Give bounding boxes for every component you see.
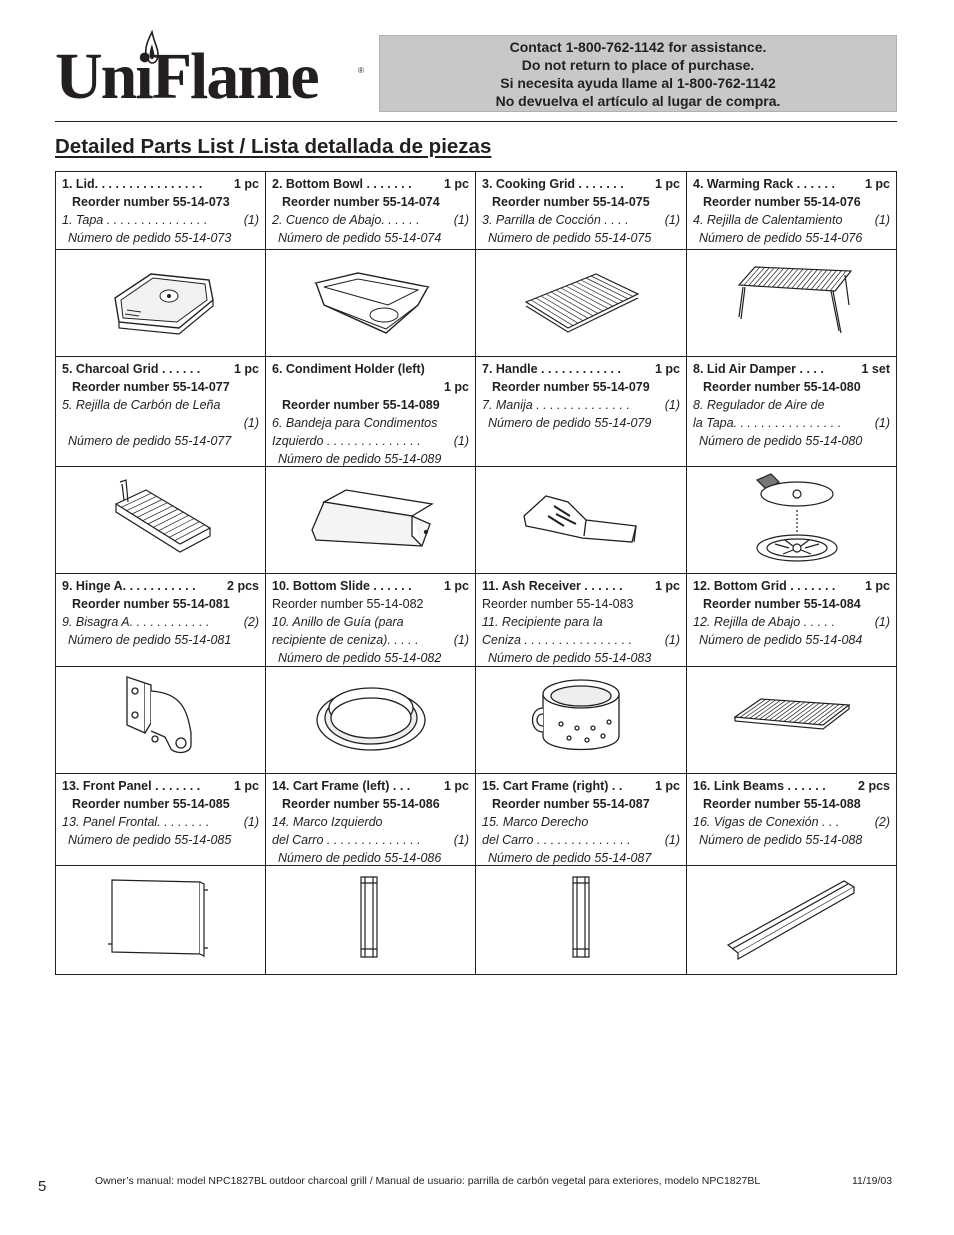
cooking-grid-icon — [516, 266, 646, 341]
part-qty: 1 pc — [654, 779, 680, 793]
reorder-number: Reorder number 55-14-077 — [72, 380, 230, 394]
part-name: 9. Hinge A. . . . . . . . . . . 2 pcs — [62, 579, 259, 593]
part-qty: 1 pc — [654, 362, 680, 376]
pedido-number: Número de pedido 55-14-083 — [488, 651, 652, 665]
spanish-qty: (1) — [664, 398, 680, 412]
reorder-number: Reorder number 55-14-075 — [492, 195, 650, 209]
part-text-cell — [266, 774, 476, 866]
air-damper-icon — [727, 470, 857, 571]
spanish-name: 12. Rejilla de Abajo . . . . . (1) — [693, 615, 890, 629]
handle-icon — [516, 486, 646, 555]
charcoal-grid-icon — [106, 478, 216, 563]
part-text-cell — [56, 774, 266, 866]
reorder-number: Reorder number 55-14-088 — [703, 797, 861, 811]
part-image-cell — [687, 667, 896, 774]
spanish-name: 13. Panel Frontal. . . . . . . . (1) — [62, 815, 259, 829]
reorder-number: Reorder number 55-14-081 — [72, 597, 230, 611]
spanish-name: 1. Tapa . . . . . . . . . . . . . . . (1) — [62, 213, 259, 227]
part-name: 8. Lid Air Damper . . . . 1 set — [693, 362, 890, 376]
spanish-name: 10. Anillo de Guía (para — [272, 615, 404, 629]
pedido-number: Número de pedido 55-14-086 — [278, 851, 442, 865]
part-name: 11. Ash Receiver . . . . . . 1 pc — [482, 579, 680, 593]
part-qty: 1 pc — [443, 579, 469, 593]
part-image-cell — [687, 866, 896, 974]
spanish-name: 5. Rejilla de Carbón de Leña — [62, 398, 221, 412]
bottom-grid-icon — [727, 693, 857, 748]
part-qty: 1 pc — [443, 380, 469, 394]
part-text-cell — [266, 357, 476, 467]
hinge-icon — [111, 673, 211, 768]
contact-line-2: Do not return to place of purchase. — [521, 56, 755, 73]
spanish-name-cont: la Tapa. . . . . . . . . . . . . . . . (1) — [693, 416, 890, 430]
part-image-cell — [266, 866, 476, 974]
pedido-number: Número de pedido 55-14-079 — [488, 416, 652, 430]
part-name: 14. Cart Frame (left) . . . 1 pc — [272, 779, 469, 793]
reorder-number: Reorder number 55-14-089 — [282, 398, 440, 412]
cart-frame-right-icon — [561, 873, 601, 968]
part-name: 4. Warming Rack . . . . . . 1 pc — [693, 177, 890, 191]
part-image-cell — [476, 866, 687, 974]
spanish-name: 9. Bisagra A. . . . . . . . . . . . (2) — [62, 615, 259, 629]
spanish-qty: (2) — [874, 815, 890, 829]
spanish-qty: (1) — [874, 615, 890, 629]
part-image-cell — [266, 467, 476, 574]
part-image-cell — [56, 667, 266, 774]
pedido-number: Número de pedido 55-14-082 — [278, 651, 442, 665]
pedido-number: Número de pedido 55-14-081 — [68, 633, 232, 647]
part-text-cell — [476, 357, 687, 467]
part-name: 3. Cooking Grid . . . . . . . 1 pc — [482, 177, 680, 191]
page-number: 5 — [38, 1178, 47, 1195]
lid-icon — [101, 266, 221, 341]
reorder-number: Reorder number 55-14-080 — [703, 380, 861, 394]
part-text-cell — [56, 574, 266, 667]
part-name: 13. Front Panel . . . . . . . 1 pc — [62, 779, 259, 793]
part-name: 12. Bottom Grid . . . . . . . 1 pc — [693, 579, 890, 593]
part-name: 6. Condiment Holder (left) — [272, 362, 425, 376]
part-image-cell — [476, 667, 687, 774]
spanish-name: 11. Recipiente para la — [482, 615, 603, 629]
part-text-cell — [56, 172, 266, 250]
pedido-number: Número de pedido 55-14-085 — [68, 833, 232, 847]
registered-mark: ® — [358, 66, 364, 75]
spanish-qty: (1) — [453, 434, 469, 448]
spanish-name: 6. Bandeja para Condimentos — [272, 416, 438, 430]
bottom-bowl-icon — [306, 265, 436, 342]
pedido-number: Número de pedido 55-14-073 — [68, 231, 232, 245]
spanish-name: 7. Manija . . . . . . . . . . . . . . (1) — [482, 398, 680, 412]
contact-line-4: No devuelva el artículo al lugar de compra. — [495, 92, 781, 109]
spanish-qty: (1) — [453, 833, 469, 847]
part-text-cell — [266, 172, 476, 250]
spanish-name: 4. Rejilla de Calentamiento (1) — [693, 213, 890, 227]
part-qty: 1 pc — [864, 579, 890, 593]
reorder-number: Reorder number 55-14-076 — [703, 195, 861, 209]
part-image-cell — [687, 467, 896, 574]
reorder-number: Reorder number 55-14-074 — [282, 195, 440, 209]
part-name: 5. Charcoal Grid . . . . . . 1 pc — [62, 362, 259, 376]
part-text-cell — [687, 172, 896, 250]
pedido-number: Número de pedido 55-14-075 — [488, 231, 652, 245]
header-rule — [55, 121, 897, 122]
reorder-number: Reorder number 55-14-073 — [72, 195, 230, 209]
part-text-cell — [476, 574, 687, 667]
cart-frame-left-icon — [351, 873, 391, 968]
part-qty: 1 pc — [233, 362, 259, 376]
spanish-qty: (1) — [874, 213, 890, 227]
part-image-cell — [56, 866, 266, 974]
spanish-name-cont: recipiente de ceniza). . . . . (1) — [272, 633, 469, 647]
parts-table — [55, 171, 897, 975]
part-text-cell — [476, 172, 687, 250]
part-qty: 1 pc — [233, 779, 259, 793]
reorder-number: Reorder number 55-14-085 — [72, 797, 230, 811]
pedido-number: Número de pedido 55-14-077 — [68, 434, 232, 448]
page-title: Detailed Parts List / Lista detallada de piezas — [55, 135, 492, 158]
part-qty: 1 pc — [654, 579, 680, 593]
part-image-cell — [56, 250, 266, 357]
link-beams-icon — [722, 875, 862, 966]
part-image-cell — [266, 667, 476, 774]
spanish-qty: (1) — [664, 213, 680, 227]
pedido-number: Número de pedido 55-14-088 — [699, 833, 863, 847]
spanish-name: 2. Cuenco de Abajo. . . . . . (1) — [272, 213, 469, 227]
spanish-qty: (1) — [664, 633, 680, 647]
part-text-cell — [687, 357, 896, 467]
ash-receiver-icon — [521, 670, 641, 771]
reorder-number: Reorder number 55-14-082 — [272, 597, 424, 611]
part-name: 16. Link Beams . . . . . . 2 pcs — [693, 779, 890, 793]
part-qty: 2 pcs — [858, 779, 890, 793]
spanish-name-cont: Izquierdo . . . . . . . . . . . . . . (1) — [272, 434, 469, 448]
part-qty: 1 pc — [443, 177, 469, 191]
spanish-name: 15. Marco Derecho — [482, 815, 589, 829]
part-text-cell — [476, 774, 687, 866]
condiment-holder-icon — [306, 486, 436, 555]
part-qty: 1 pc — [443, 779, 469, 793]
pedido-number: Número de pedido 55-14-080 — [699, 434, 863, 448]
spanish-name-cont: del Carro . . . . . . . . . . . . . . (1) — [272, 833, 469, 847]
spanish-name: 16. Vigas de Conexión . . . (2) — [693, 815, 890, 829]
part-image-cell — [687, 250, 896, 357]
spanish-qty: (2) — [243, 615, 259, 629]
spanish-name: 3. Parrilla de Cocción . . . . (1) — [482, 213, 680, 227]
pedido-number: Número de pedido 55-14-084 — [699, 633, 863, 647]
part-name: 1. Lid. . . . . . . . . . . . . . . . 1 pc — [62, 177, 259, 191]
part-name: 7. Handle . . . . . . . . . . . . 1 pc — [482, 362, 680, 376]
spanish-name-cont: del Carro . . . . . . . . . . . . . . (1) — [482, 833, 680, 847]
contact-box — [379, 35, 897, 112]
part-text-cell — [266, 574, 476, 667]
uniflame-logo — [55, 30, 365, 115]
pedido-number: Número de pedido 55-14-089 — [278, 452, 442, 466]
part-qty: 2 pcs — [227, 579, 259, 593]
spanish-name: 14. Marco Izquierdo — [272, 815, 383, 829]
spanish-name: 8. Regulador de Aire de — [693, 398, 825, 412]
reorder-number: Reorder number 55-14-079 — [492, 380, 650, 394]
spanish-qty: (1) — [243, 416, 259, 430]
footer-date: 11/19/03 — [852, 1175, 893, 1187]
reorder-number: Reorder number 55-14-084 — [703, 597, 861, 611]
part-text-cell — [56, 357, 266, 467]
part-image-cell — [476, 250, 687, 357]
pedido-number: Número de pedido 55-14-074 — [278, 231, 442, 245]
spanish-qty: (1) — [243, 213, 259, 227]
front-panel-icon — [106, 876, 216, 965]
spanish-qty: (1) — [243, 815, 259, 829]
part-image-cell — [476, 467, 687, 574]
part-name: 2. Bottom Bowl . . . . . . . 1 pc — [272, 177, 469, 191]
part-name: 15. Cart Frame (right) . . 1 pc — [482, 779, 680, 793]
pedido-number: Número de pedido 55-14-087 — [488, 851, 652, 865]
pedido-number: Número de pedido 55-14-076 — [699, 231, 863, 245]
part-qty: 1 pc — [233, 177, 259, 191]
part-text-cell — [687, 774, 896, 866]
spanish-qty: (1) — [874, 416, 890, 430]
part-qty: 1 pc — [654, 177, 680, 191]
part-name: 10. Bottom Slide . . . . . . 1 pc — [272, 579, 469, 593]
part-image-cell — [56, 467, 266, 574]
footer-text: Owner’s manual: model NPC1827BL outdoor charcoal grill / Manual de usuario: parrilla de carbón vegetal para exteriores, modelo NPC1827BL — [95, 1175, 761, 1187]
spanish-qty: (1) — [664, 833, 680, 847]
contact-line-1: Contact 1-800-762-1142 for assistance. — [509, 38, 767, 55]
logo-wordmark: UniFlame — [55, 40, 318, 113]
reorder-number: Reorder number 55-14-086 — [282, 797, 440, 811]
spanish-qty: (1) — [453, 633, 469, 647]
spanish-name-cont: Ceniza . . . . . . . . . . . . . . . . (1) — [482, 633, 680, 647]
bottom-slide-icon — [311, 678, 431, 763]
spanish-qty: (1) — [453, 213, 469, 227]
part-text-cell — [687, 574, 896, 667]
reorder-number: Reorder number 55-14-087 — [492, 797, 650, 811]
warming-rack-icon — [727, 261, 857, 346]
part-qty: 1 set — [861, 362, 890, 376]
contact-line-3: Si necesita ayuda llame al 1-800-762-1142 — [500, 74, 776, 91]
part-qty: 1 pc — [864, 177, 890, 191]
reorder-number: Reorder number 55-14-083 — [482, 597, 634, 611]
part-image-cell — [266, 250, 476, 357]
